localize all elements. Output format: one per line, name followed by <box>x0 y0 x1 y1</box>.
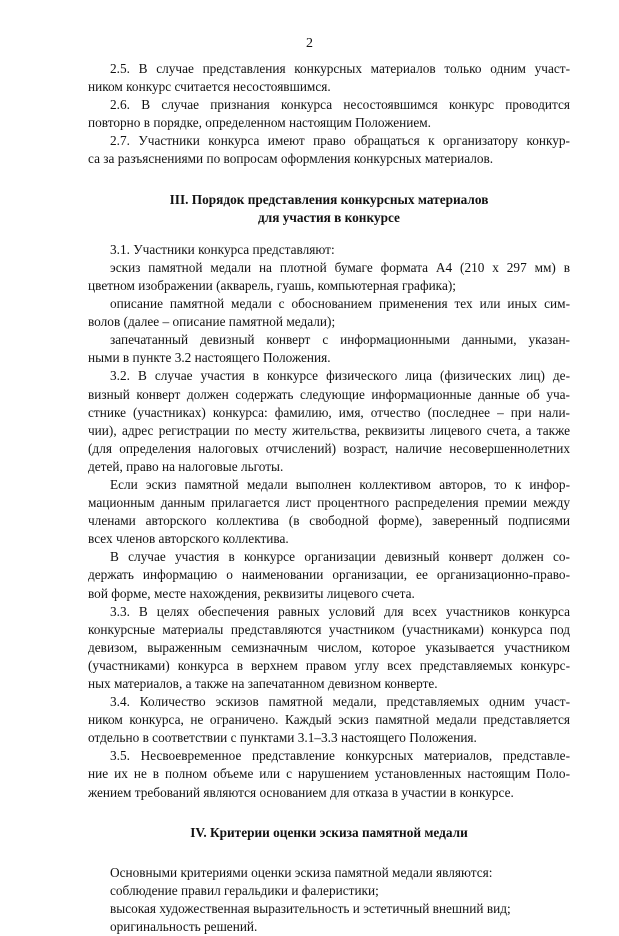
paragraph-organization <box>88 548 570 602</box>
text-line: ных материалов, а также на запечатанном девизном конверте. <box>88 676 438 691</box>
criteria-line: Основными критериями оценки эскиза памятной медали являются: <box>110 864 493 880</box>
text-line: визный конверт должен содержать следующие информационные данные об уча- <box>88 386 570 402</box>
text-line: Если эскиз памятной медали выполнен коллективом авторов, то к инфор- <box>110 476 570 492</box>
document-body <box>88 60 570 936</box>
text-line: (для определения налоговых отчислений) возраст, наличие несовершеннолетних <box>88 440 570 456</box>
paragraph-3-2 <box>88 367 570 476</box>
text-line: волов (далее – описание памятной медали); <box>88 314 336 330</box>
text-line: чии), адрес регистрации по месту жительства, реквизиты лицевого счета, а также <box>88 422 570 438</box>
text-line: ние их не в полном объеме или с нарушением установленных настоящим Поло- <box>88 766 570 782</box>
paragraph-2-6 <box>88 96 570 132</box>
text-line: ником конкурса, не ограничено. Каждый эскиз памятной медали представляется <box>88 712 570 728</box>
text-line: стнике (участниках) конкурса: фамилию, имя, отчество (последнее – при нали- <box>88 404 570 420</box>
text-line: 2.7. Участники конкурса имеют право обращаться к организатору конкур- <box>110 133 570 149</box>
page-number: 2 <box>306 36 313 51</box>
text-line: жением требований являются основанием для отказа в участии в конкурсе. <box>88 784 514 800</box>
paragraph-3-1: 3.1. Участники конкурса представляют: <box>110 241 335 257</box>
item-envelope <box>88 331 570 367</box>
text-line: мационным данным прилагается лист процентного распределения премии между <box>88 495 570 511</box>
item-sketch <box>88 259 570 295</box>
text-line: ником конкурс считается несостоявшимся. <box>88 79 331 95</box>
text-line: вой форме, месте нахождения, реквизиты лицевого счета. <box>88 585 415 601</box>
paragraph-2-5 <box>88 60 570 96</box>
text-line: 2.5. В случае представления конкурсных материалов только одним участ- <box>110 61 570 76</box>
text-line: 3.2. В случае участия в конкурсе физического лица (физических лиц) де- <box>110 368 570 384</box>
paragraph-3-5 <box>88 747 570 801</box>
text-line: описание памятной медали с обоснованием применения тех или иных сим- <box>110 296 570 312</box>
text-line: эскиз памятной медали на плотной бумаге формата А4 (210 х 297 мм) в <box>110 259 570 275</box>
section-3-heading <box>88 191 570 227</box>
heading-line: для участия в конкурсе <box>258 209 400 225</box>
text-line: девизом, выраженным семизначным числом, которое указывается участником <box>88 639 570 655</box>
text-line: повторно в порядке, определенном настоящим Положением. <box>88 115 431 131</box>
text-line: конкурсные материалы представляются участником (участниками) конкурса под <box>88 621 570 637</box>
text-line: цветном изображении (акварель, гуашь, компьютерная графика); <box>88 277 456 293</box>
heading-line: III. Порядок представления конкурсных материалов <box>169 191 489 207</box>
criteria-line: соблюдение правил геральдики и фалеристики; <box>110 882 379 898</box>
paragraph-3-3 <box>88 603 570 693</box>
text-line: 3.3. В целях обеспечения равных условий для всех участников конкурса <box>110 603 570 619</box>
text-line: держать информацию о наименовании организации, ее организационно-право- <box>88 567 570 583</box>
text-line: 2.6. В случае признания конкурса несостоявшимся конкурс проводится <box>110 97 570 113</box>
criteria-list <box>88 864 570 936</box>
paragraph-collective <box>88 476 570 548</box>
paragraph-3-4 <box>88 693 570 747</box>
paragraph-2-7 <box>88 132 570 168</box>
section-4-heading: IV. Критерии оценки эскиза памятной медали <box>190 824 468 840</box>
text-line: детей, право на налоговые льготы. <box>88 458 284 474</box>
criteria-line: оригинальность решений. <box>110 919 258 935</box>
text-line: са за разъяснениями по вопросам оформления конкурсных материалов. <box>88 151 494 167</box>
text-line: членами авторского коллектива (в свободной форме), заверенный подписями <box>88 513 570 529</box>
text-line: (участниками) конкурса в верхнем правом углу всех представляемых конкурс- <box>88 657 570 673</box>
item-description <box>88 295 570 331</box>
text-line: всех членов авторского коллектива. <box>88 531 289 547</box>
text-line: 3.5. Несвоевременное представление конкурсных материалов, представле- <box>110 748 570 764</box>
text-line: 3.4. Количество эскизов памятной медали, представляемых одним участ- <box>110 694 570 710</box>
text-line: ными в пункте 3.2 настоящего Положения. <box>88 350 331 366</box>
criteria-line: высокая художественная выразительность и эстетичный внешний вид; <box>110 900 511 916</box>
text-line: отдельно в соответствии с пунктами 3.1–3.3 настоящего Положения. <box>88 730 477 746</box>
text-line: запечатанный девизный конверт с информационными данными, указан- <box>110 332 570 348</box>
text-line: В случае участия в конкурсе организации девизный конверт должен со- <box>110 549 570 565</box>
